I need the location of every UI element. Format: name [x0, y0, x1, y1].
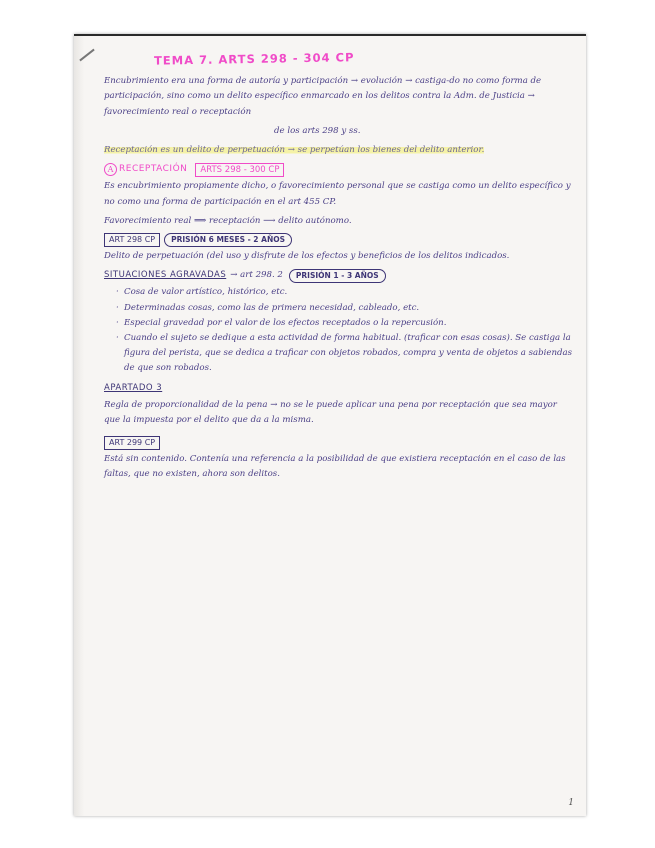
agravadas-header: [104, 268, 574, 283]
apartado3-header: [104, 381, 574, 396]
section-a-header: [104, 162, 574, 177]
art298-box: ART 298 CP: [104, 233, 160, 247]
list-item: · Especial gravedad por el valor de los efectos receptados o la repercusión.: [116, 316, 574, 331]
section-a-heading: RECEPTACIÓN: [119, 164, 188, 175]
page-number: 1: [568, 798, 574, 808]
art299-text: Está sin contenido. Contenía una referencia a la posibilidad de que existiera receptación en el caso de las faltas, que no existen, ahora son delitos.: [104, 454, 566, 480]
art299-box: ART 299 CP: [104, 436, 160, 450]
agravadas-heading: SITUACIONES AGRAVADAS: [104, 270, 227, 281]
list-item: · Determinadas cosas, como las de primera necesidad, cableado, etc.: [116, 301, 574, 316]
apartado3-heading: APARTADO 3: [104, 382, 163, 393]
intro-paragraph-3: [104, 143, 574, 158]
art298-penalty-pill: PRISIÓN 6 MESES - 2 AÑOS: [164, 233, 292, 247]
art298-header: [104, 233, 574, 247]
list-item: · Cuando el sujeto se dedique a esta actividad de forma habitual. (traficar con esas cosas). Se castiga la figura del perista, que se dedica a traficar con objetos robados, compra y venta de objetos a sabiendas de que son robados.: [116, 331, 574, 377]
section-a-arts-box: ARTS 298 - 300 CP: [195, 163, 284, 177]
agravadas-ref: → art 298. 2: [230, 270, 283, 281]
list-item: · Cosa de valor artístico, histórico, etc.: [116, 285, 574, 300]
agravadas-list: [116, 285, 574, 376]
section-letter-circle: A: [104, 163, 117, 176]
intro-paragraph-2: de los arts 298 y ss.: [274, 125, 361, 136]
art299-header: [104, 436, 574, 450]
highlighted-text: Receptación es un delito de perpetuación → se perpetúan los bienes del delito anterior.: [104, 145, 485, 156]
section-a-paragraph: Es encubrimiento propiamente dicho, o favorecimiento personal que se castiga como un delito específico y no como una forma de participación en el art 455 CP.: [104, 181, 571, 207]
notes-content: [104, 50, 574, 487]
apartado3-text: Regla de proporcionalidad de la pena → no se le puede aplicar una pena por receptación que sea mayor que la impuesta por el delito que da a la misma.: [104, 399, 557, 426]
page-crease: [74, 36, 84, 816]
agravadas-penalty-pill: PRISIÓN 1 - 3 AÑOS: [289, 269, 386, 283]
art298-text: Delito de perpetuación (del uso y disfrute de los efectos y beneficios de los delitos indicados.: [104, 251, 510, 262]
section-a-flow: Favorecimiento real ⟹ receptación ⟶ delito autónomo.: [104, 215, 352, 226]
intro-paragraph-1: Encubrimiento era una forma de autoría y participación → evolución → castiga-do no como forma de participación, sino como un delito específico enmarcado en los delitos contra la Adm. de Justicia → favorecimiento real o receptación: [104, 76, 542, 117]
page-title: TEMA 7. ARTS 298 - 304 CP: [153, 50, 355, 68]
notebook-page: [74, 34, 586, 816]
